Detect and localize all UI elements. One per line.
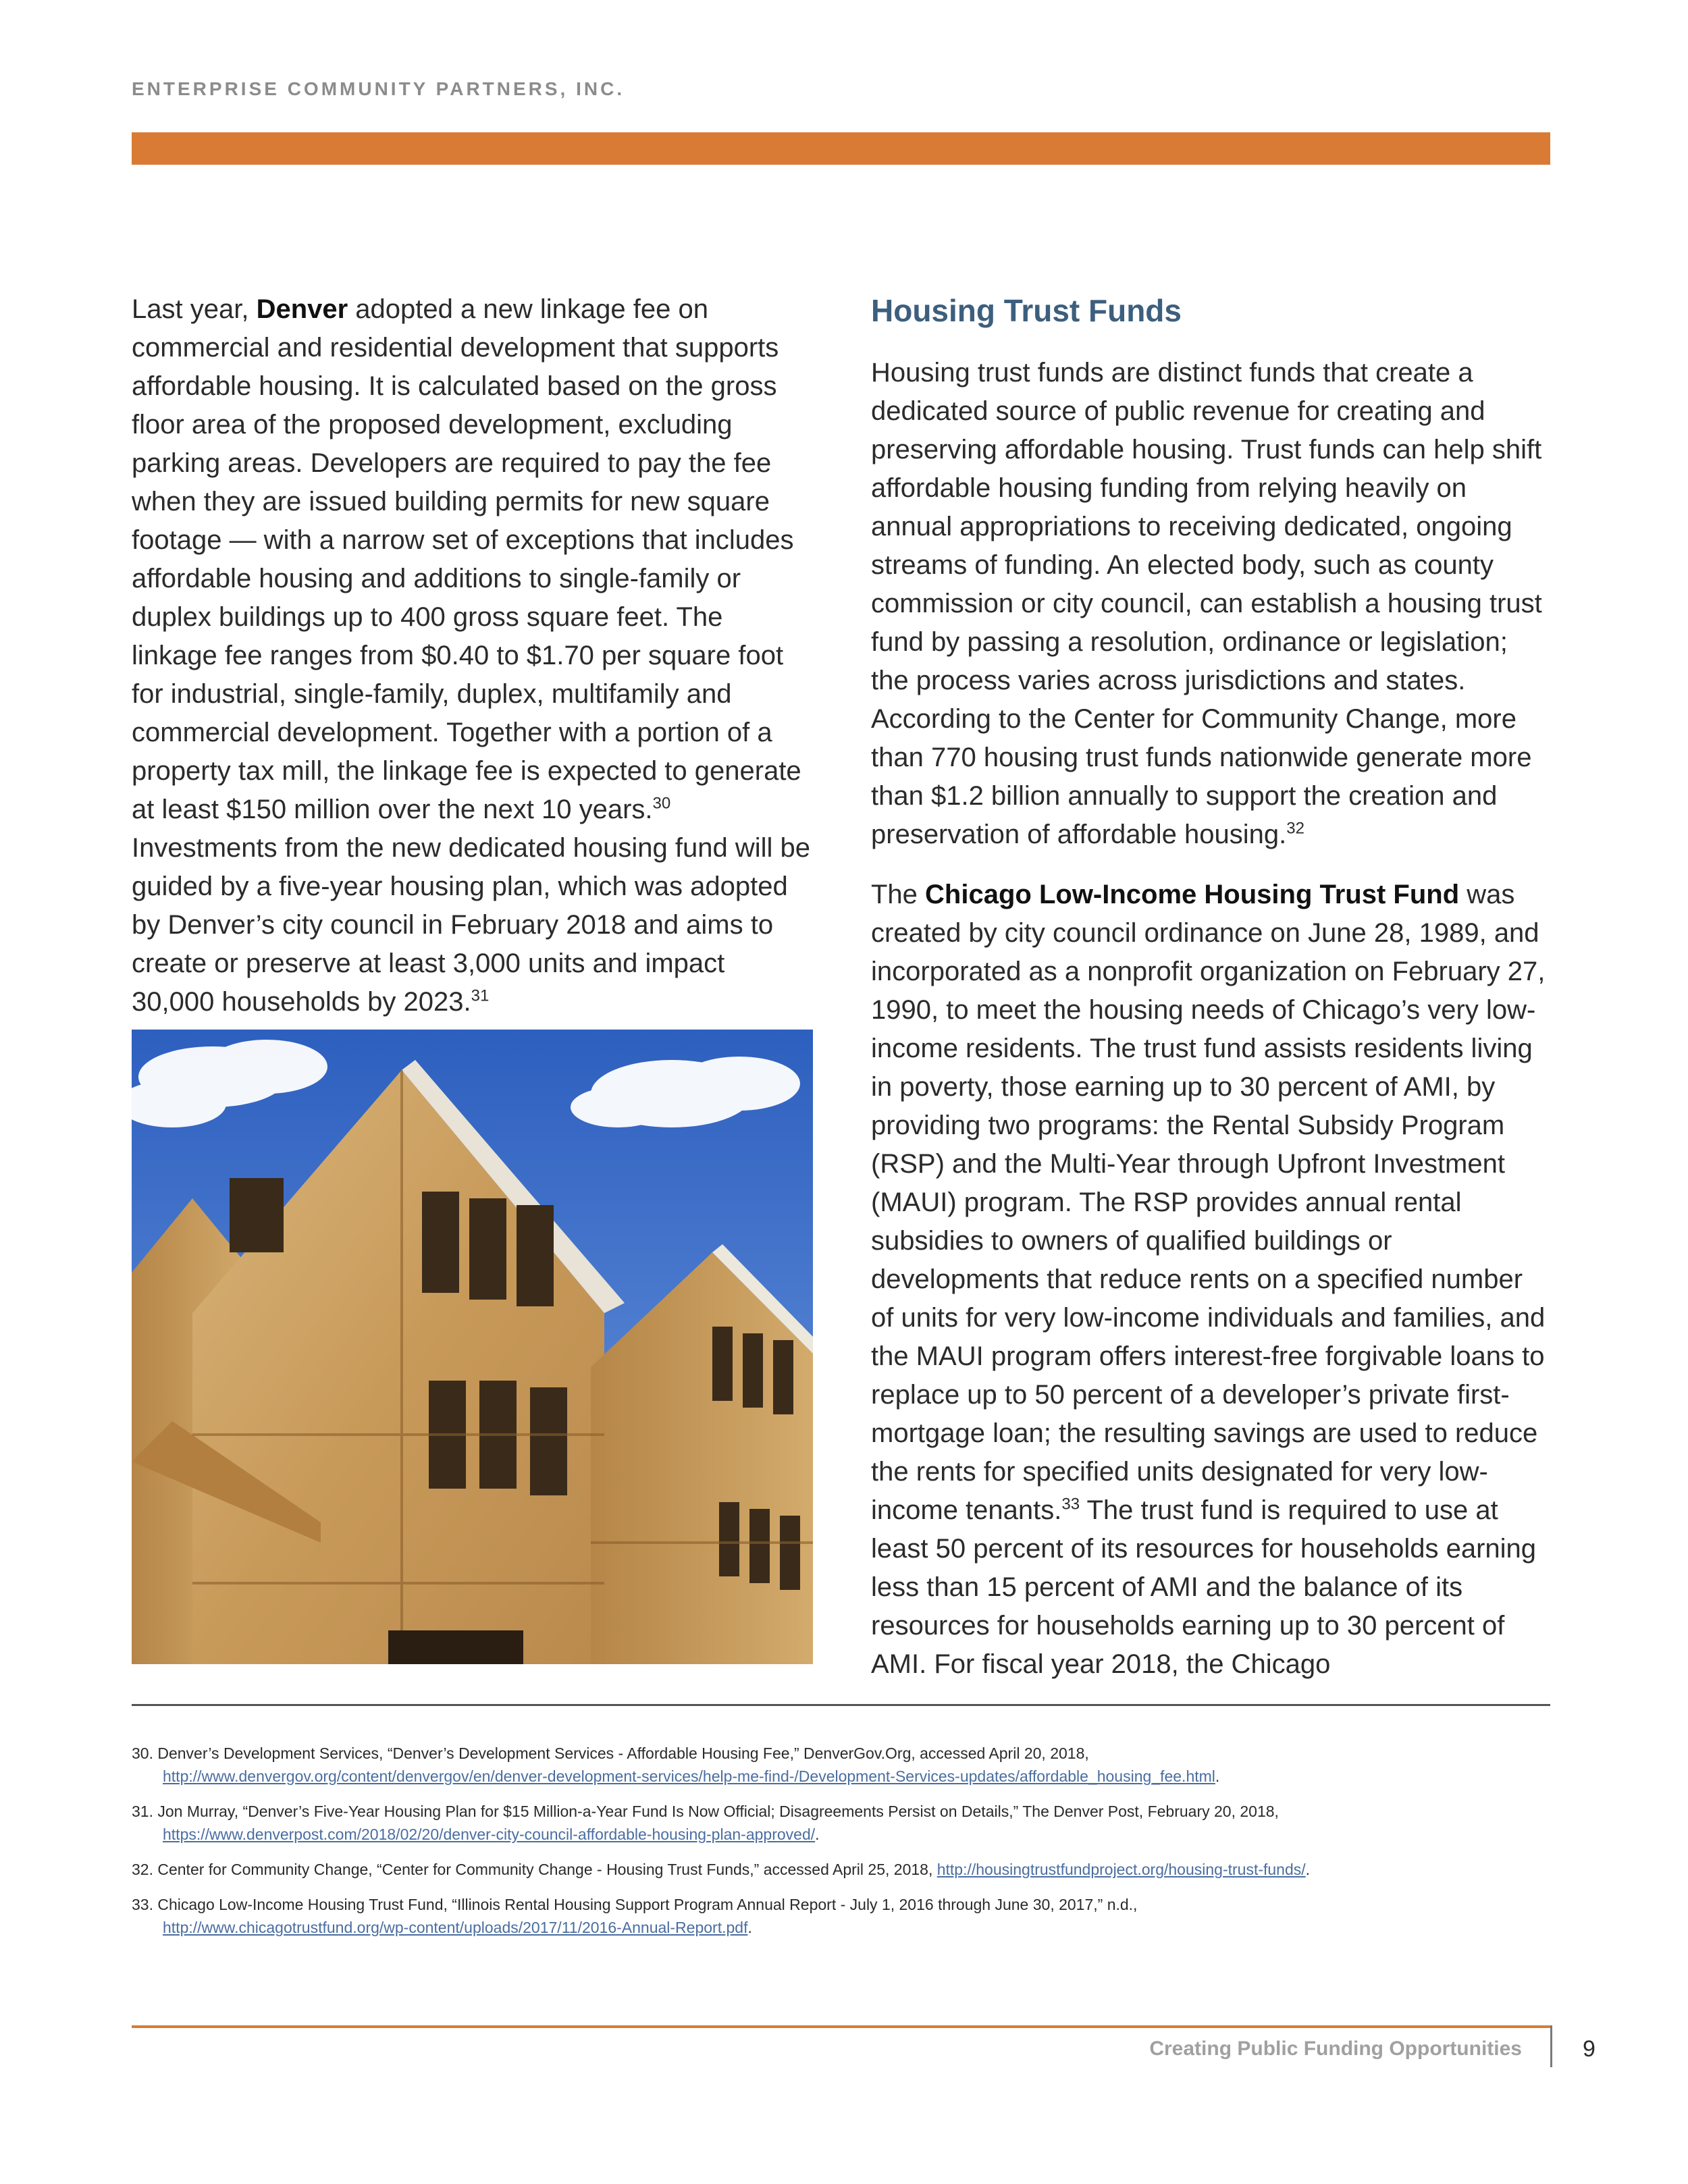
denver-text-b: adopted a new linkage fee on commercial and residential development that supports affordable housing. It is calculated based on the gross floor area of the proposed development, excluding parking areas. Developers are required to pay the fee when they are issued building permits for new square footage — with a narrow set of exceptions that includes affordable housing and additions to single-family or duplex buildings up to 400 gross square feet. The linkage fee ranges from $0.40 to $1.70 per square foot for industrial, single-family, duplex, multifamily and commercial development. Together with a portion of a property tax mill, the linkage fee is expected to generate at least $150 million over the next 10 years. — [132, 294, 801, 824]
footnote-link[interactable]: http://www.chicagotrustfund.org/wp-content/uploads/2017/11/2016-Annual-Report.pdf — [163, 1919, 748, 1936]
footnote-33 — [132, 1893, 1550, 1939]
footnote-end: . — [1305, 1861, 1311, 1878]
footnote-text: 32. Center for Community Change, “Center for Community Change - Housing Trust Funds,” accessed April 25, 2018, — [132, 1861, 933, 1878]
chicago-fund-name: Chicago Low-Income Housing Trust Fund — [925, 880, 1460, 909]
section-heading: Housing Trust Funds — [871, 293, 1182, 328]
footnote-text: 33. Chicago Low-Income Housing Trust Fund, “Illinois Rental Housing Support Program Annual Report - July 1, 2016 through June 30, 2017,” n.d., — [132, 1896, 1138, 1913]
footer-divider — [1550, 2025, 1552, 2067]
footnote-end: . — [1215, 1767, 1220, 1785]
trust-funds-text: Housing trust funds are distinct funds that create a dedicated source of public revenue for creating and preserving affordable housing. Trust funds can help shift affordable housing funding from relying heavily on annual appropriations to receiving dedicated, ongoing streams of funding. An elected body, such as county commission or city council, can establish a housing trust fund by passing a resolution, ordinance or legislation; the process varies across jurisdictions and states. According to the Center for Community Change, more than 770 housing trust funds nationwide generate more than $1.2 billion annually to support the creation and preservation of affordable housing. — [871, 358, 1542, 849]
footnote-link[interactable]: http://housingtrustfundproject.org/housing-trust-funds/ — [937, 1861, 1306, 1878]
footnote-link[interactable]: http://www.denvergov.org/content/denvergov/en/denver-development-services/help-me-find-/Development-Services-updates/affordable_housing_fee.html — [163, 1767, 1215, 1785]
footnote-end: . — [815, 1826, 820, 1843]
header-accent-bar — [132, 132, 1550, 165]
footnote-ref-33[interactable]: 33 — [1061, 1495, 1080, 1514]
footnotes — [132, 1742, 1550, 1951]
chicago-text-c: The trust fund is required to use at least 50 percent of its resources for households earning less than 15 percent of AMI and the balance of its resources for households earning up to 30 percent of AMI. For fiscal year 2018, the Chicago — [871, 1495, 1537, 1679]
organization-header: ENTERPRISE COMMUNITY PARTNERS, INC. — [132, 78, 625, 99]
chicago-text-a: The — [871, 880, 926, 909]
chicago-text-b: was created by city council ordinance on June 28, 1989, and incorporated as a nonprofit organization on February 27, 1990, to meet the housing needs of Chicago’s very low-income residents. The trust fund assists residents living in poverty, those earning up to 30 percent of AMI, by providing two programs: the Rental Subsidy Program (RSP) and the Multi-Year through Upfront Investment (MAUI) program. The RSP provides annual rental subsidies to owners of qualified buildings or developments that reduce rents on a specified number of units for very low-income individuals and families, and the MAUI program offers interest-free forgivable loans to replace up to 50 percent of a developer’s private first-mortgage loan; the resulting savings are used to reduce the rents for specified units designated for very low-income tenants. — [871, 880, 1546, 1525]
footer-accent-rule — [132, 2025, 1550, 2028]
footnote-ref-32[interactable]: 32 — [1286, 819, 1304, 838]
footnote-text: 30. Denver’s Development Services, “Denver’s Development Services - Affordable Housing Fee,” DenverGov.Org, accessed April 20, 2018, — [132, 1744, 1089, 1762]
chicago-paragraph — [871, 876, 1550, 1684]
denver-city-name: Denver — [256, 294, 348, 324]
footnote-end: . — [747, 1919, 752, 1936]
construction-house-photo — [132, 1030, 813, 1664]
right-column — [871, 290, 1550, 1684]
denver-text-c: Investments from the new dedicated housing fund will be guided by a five-year housing plan, which was adopted by Denver’s city council in February 2018 and aims to create or preserve at least 3,000 units and impact 30,000 households by 2023. — [132, 833, 811, 1017]
footnote-ref-31[interactable]: 31 — [471, 986, 490, 1005]
footnote-ref-30[interactable]: 30 — [652, 794, 671, 813]
footer-section-title: Creating Public Funding Opportunities — [1149, 2037, 1522, 2060]
footnote-31 — [132, 1800, 1550, 1846]
left-column — [132, 290, 814, 1021]
denver-text-a: Last year, — [132, 294, 257, 324]
footnote-30 — [132, 1742, 1550, 1788]
denver-paragraph — [132, 290, 814, 1021]
footnote-divider — [132, 1704, 1550, 1706]
footnote-32 — [132, 1858, 1550, 1881]
page-number: 9 — [1583, 2036, 1595, 2062]
footnote-link[interactable]: https://www.denverpost.com/2018/02/20/denver-city-council-affordable-housing-plan-approved/ — [163, 1826, 816, 1843]
trust-funds-paragraph — [871, 354, 1550, 854]
footnote-text: 31. Jon Murray, “Denver’s Five-Year Housing Plan for $15 Million-a-Year Fund Is Now Official; Disagreements Persist on Details,” The Denver Post, February 20, 2018, — [132, 1803, 1279, 1820]
